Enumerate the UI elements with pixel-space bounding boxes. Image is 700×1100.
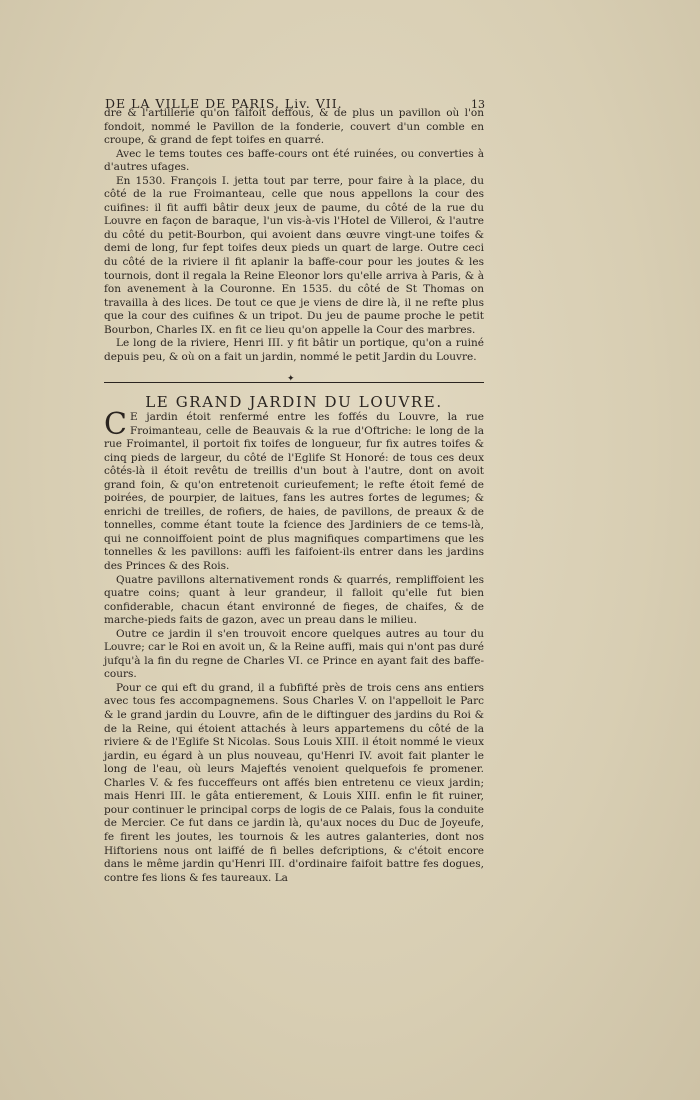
page-number: 13: [471, 98, 485, 111]
section-divider: [104, 374, 484, 384]
section-text-block: [104, 407, 484, 885]
paragraph: Le long de la riviere, Henri III. y fit bâtir un portique, qu'on a ruiné depuis peu, & où on a fait un jardin, nommé le petit Jardin du Louvre.: [104, 337, 484, 363]
paragraph: Quatre pavillons alternativement ronds & quarrés, rempliffoient les quatre coins; quant à leur grandeur, il falloit qu'elle fut bien confiderable, chacun étant environné de fieges, de chaifes, & de marche-pieds faits de gazon, avec un preau dans le milieu.: [104, 573, 484, 627]
paragraph: Outre ce jardin il s'en trouvoit encore quelques autres au tour du Louvre; car le Roi en avoit un, & la Reine auffi, mais qui n'ont pas duré jufqu'à la fin du regne de Charles VI. ce Prince en ayant fait des baffe-cours.: [104, 627, 484, 681]
paragraph: [104, 407, 484, 574]
paragraph: En 1530. François I. jetta tout par terre, pour faire à la place, du côté de la rue Froimanteau, celle que nous appellons la cour des cuifines: il fit auffi bâtir deux jeux de paume, du côté de la rue du Louvre en façon de baraque, l'un vis-à-vis l'Hotel de Villeroi, & l'autre du côté du petit-Bourbon, qui avoient dans œuvre vingt-une toifes & demi de long, fur fept toifes deux pieds un quart de large. Outre ceci du côté de la riviere il fit aplanir la baffe-cour pour les joutes & les tournois, dont il regala la Reine Eleonor lors qu'elle arriva à Paris, & à fon avenement à la Couronne. En 1535. du côté de St Thomas on travailla à des lices. De tout ce que je viens de dire là, il ne refte plus que la cour des cuifines & un tripot. Du jeu de paume proche le petit Bourbon, Charles IX. en fit ce lieu qu'on appelle la Cour des marbres.: [104, 174, 484, 336]
section-title: LE GRAND JARDIN DU LOUVRE.: [145, 393, 443, 411]
divider-ornament: ✦: [287, 374, 295, 384]
running-title: DE LA VILLE DE PARIS. Liv. VII.: [105, 96, 343, 111]
paragraph: dre & l'artillerie qu'on faifoit deffous, & de plus un pavillon où l'on fondoit, nommé le Pavillon de la fonderie, couvert d'un comble en croupe, & grand de fept toifes en quarré.: [104, 107, 484, 147]
paragraph-text: E jardin étoit renfermé entre les foffés du Louvre, la rue Froimanteau, celle de Beauvais & la rue d'Oftriche: le long de la rue Froimantel, il portoit fix toifes de longueur, fur fix autres toifes & cinq pieds de largeur, du côté de l'Eglife St Honoré: de tous ces deux côtés-là il étoit revêtu de treillis d'un bout à l'autre, dont on avoit grand foin, & qu'on entretenoit curieufement; le refte étoit femé de poirées, de pourpier, de laitues, fans les autres fortes de legumes; & enrichi de treilles, de rofiers, de haies, de pavillons, de preaux & de tonnelles, comme étant toute la fcience des Jardiniers de ce tems-là, qui ne connoiffoient point de plus magnifiques compartimens que les tonnelles & les pavillons: auffi les faifoient-ils entrer dans les jardins des Princes & des Rois.: [104, 411, 484, 573]
paragraph: Avec le tems toutes ces baffe-cours ont été ruinées, ou converties à d'autres ufages.: [104, 147, 484, 174]
drop-cap: C: [104, 407, 127, 442]
top-text-block: [104, 107, 484, 364]
paragraph: Pour ce qui eft du grand, il a fubfifté près de trois cens ans entiers avec tous fes accompagnemens. Sous Charles V. on l'appelloit le Parc & le grand jardin du Louvre, afin de le diftinguer des jardins du Roi & de la Reine, qui étoient attachés à leurs appartemens du côté de la riviere & de l'Eglife St Nicolas. Sous Louis XIII. il étoit nommé le vieux jardin, eu égard à un plus nouveau, qu'Henri IV. avoit fait planter le long de l'eau, où leurs Majeftés venoient quelquefois fe promener. Charles V. & fes fucceffeurs ont affés bien entretenu ce vieux jardin; mais Henri III. le gâta entierement, & Louis XIII. enfin le fit ruiner, pour continuer le principal corps de logis de ce Palais, fous la conduite de Mercier. Ce fut dans ce jardin là, qu'aux noces du Duc de Joyeufe, fe firent les joutes, les tournois & les autres galanteries, dont nos Hiftoriens nous ont laiffé de fi belles defcriptions, & c'étoit encore dans le même jardin qu'Henri III. d'ordinaire faifoit battre fes dogues, contre fes lions & fes taureaux. La: [104, 681, 484, 884]
